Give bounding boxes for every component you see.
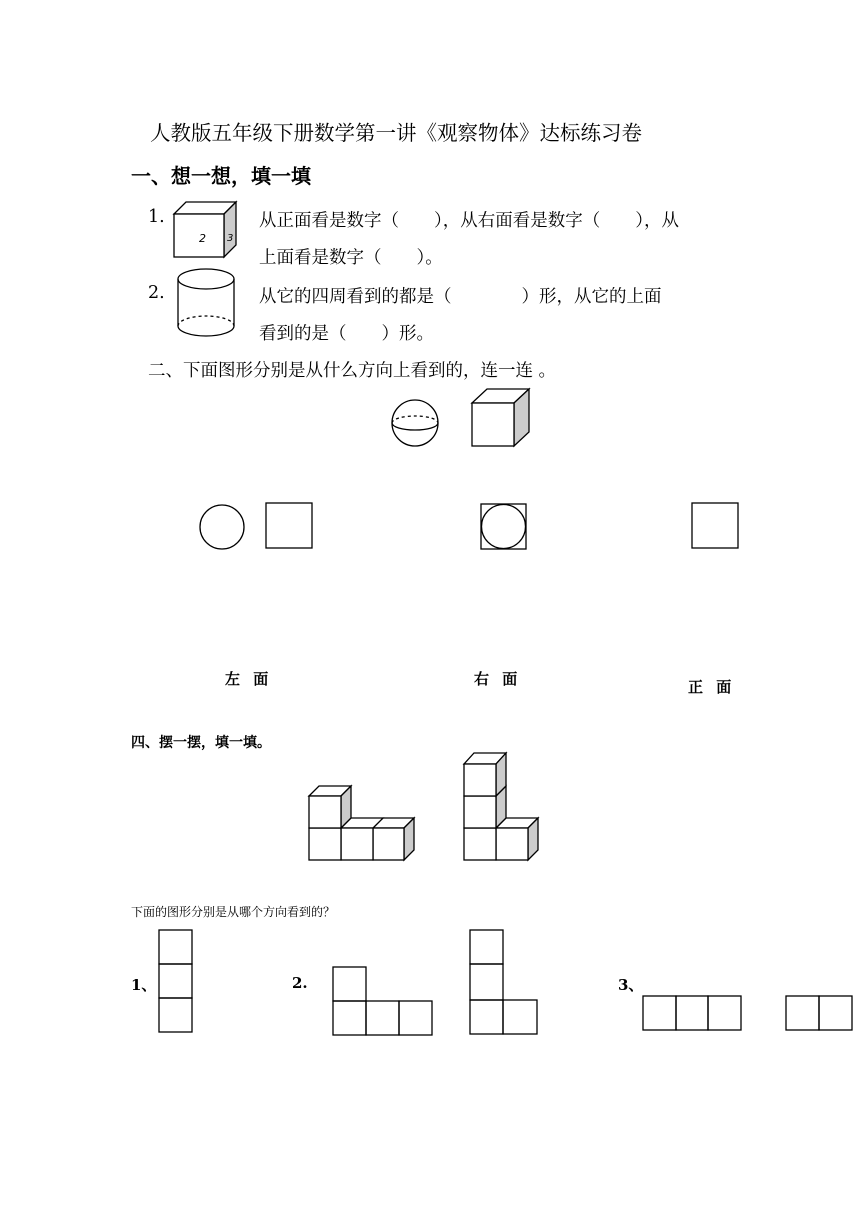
square-view-2 [692, 503, 738, 548]
cube-stack-a [309, 786, 414, 860]
view-label-right: 右 面 [474, 670, 522, 688]
cube-front-digit: 2 [199, 232, 206, 245]
q2-line2: 看到的是（ ）形。 [259, 324, 434, 344]
q2-number: 2. [148, 283, 165, 303]
q1-number: 1. [148, 207, 165, 227]
view-1-grid [159, 930, 192, 1032]
view-3-label: 3、 [618, 976, 644, 994]
view-5-grid [786, 996, 852, 1030]
section4-question: 下面的图形分别是从哪个方向看到的？ [131, 905, 336, 919]
view-2-grid [333, 967, 432, 1035]
sphere-figure [392, 400, 438, 446]
q2-line1: 从它的四周看到的都是（ ）形，从它的上面 [259, 287, 662, 307]
section4-heading: 四、摆一摆，填一填。 [131, 735, 271, 751]
view-4-grid [643, 996, 741, 1030]
cylinder-figure [178, 269, 234, 336]
section1-heading: 一、想一想，填一填 [131, 164, 311, 188]
section2-heading: 二、下面图形分别是从什么方向上看到的，连一连 。 [148, 361, 557, 381]
cube-stack-b [464, 753, 538, 860]
page-title: 人教版五年级下册数学第一讲《观察物体》达标练习卷 [150, 121, 642, 145]
circle-view [200, 505, 244, 549]
view-1-label: 1、 [131, 976, 157, 994]
view-label-front: 正 面 [688, 678, 736, 696]
q1-line1: 从正面看是数字（ ），从右面看是数字（ ），从 [259, 211, 679, 231]
view-3-grid [470, 930, 537, 1034]
view-shapes [200, 503, 738, 549]
view-label-left: 左 面 [225, 670, 273, 688]
cube-figure [472, 389, 529, 446]
q1-line2: 上面看是数字（ ）。 [259, 248, 443, 268]
view-2-label: 2. [292, 974, 308, 992]
cube-side-digit: 3 [227, 233, 234, 244]
square-view [266, 503, 312, 548]
numbered-cube-figure [174, 202, 236, 257]
